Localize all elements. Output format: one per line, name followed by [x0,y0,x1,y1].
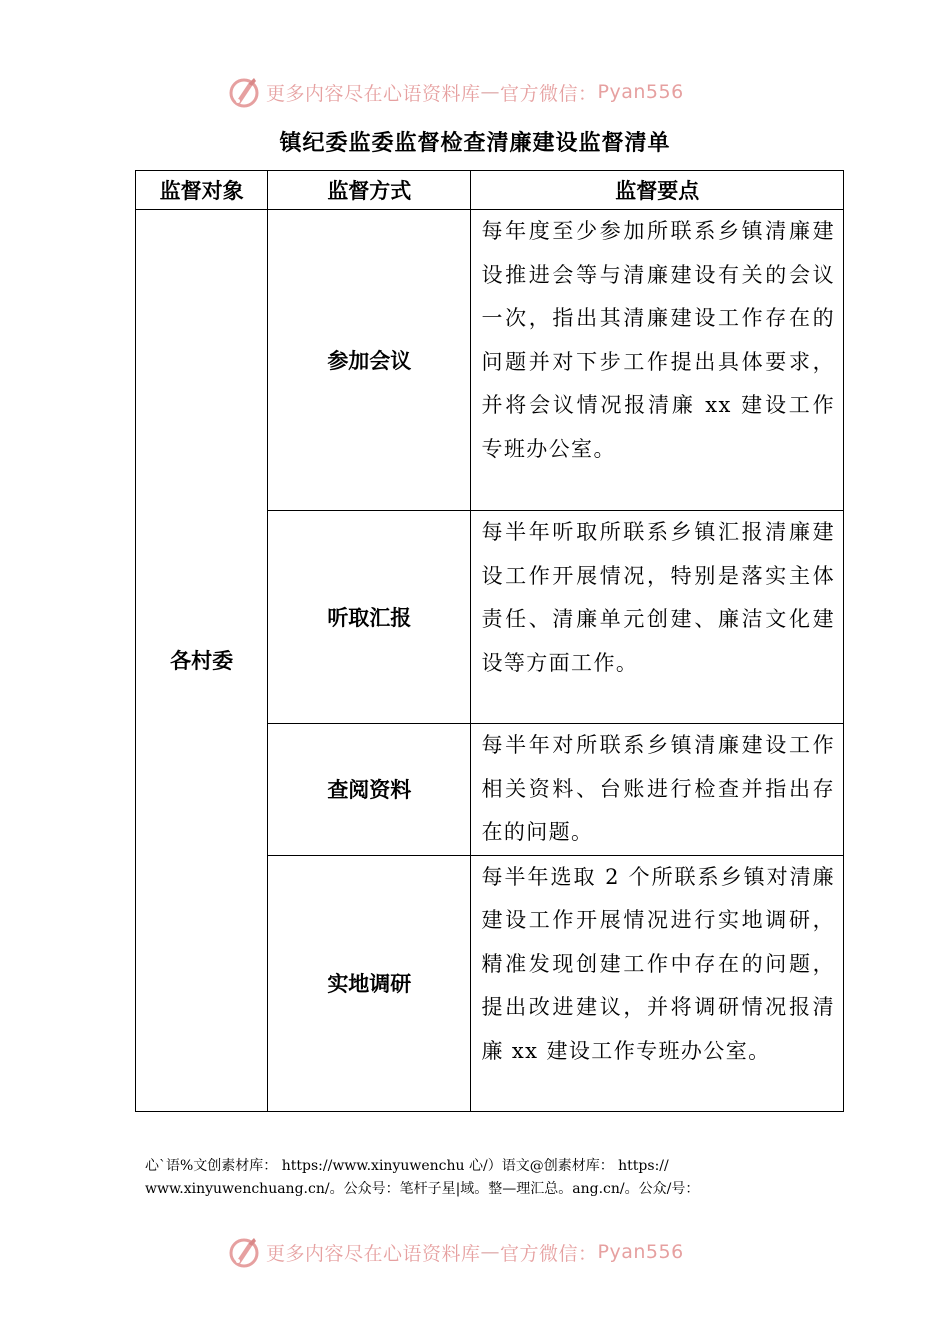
document-title: 镇纪委监委监督检查清廉建设监督清单 [279,130,671,156]
object-cell: 各村委 [136,210,268,1112]
footer-line-1: 心`语%文创素材库： https://www.xinyuwenchu 心/）语文@创素材库： https:// [145,1158,669,1174]
watermark-channel: 官方微信： [500,82,598,105]
supervision-table [135,170,844,1112]
watermark-account: Pyan556 [597,1241,684,1263]
points-cell: 每半年听取所联系乡镇汇报清廉建设工作开展情况，特别是落实主体责任、清廉单元创建、廉洁文化建设等方面工作。 [471,511,844,724]
watermark-bottom [226,1234,684,1270]
header-object: 监督对象 [136,171,268,210]
method-cell: 听取汇报 [268,511,471,724]
watermark-channel: 官方微信： [500,1242,598,1265]
watermark-main-text: 更多内容尽在心语资料库 [266,82,481,105]
header-points: 监督要点 [471,171,844,210]
method-cell: 参加会议 [268,210,471,511]
points-cell: 每年度至少参加所联系乡镇清廉建设推进会等与清廉建设有关的会议一次，指出其清廉建设工作存在的问题并对下步工作提出具体要求，并将会议情况报清廉 xx 建设工作专班办公室。 [471,210,844,511]
method-cell: 查阅资料 [268,724,471,856]
watermark-separator: — [480,81,501,103]
table-row [136,210,844,511]
footer-line-2: www.xinyuwenchuang.cn/。公众号：笔杆子星|域。整—理汇总。ang.cn/。公众/号： [145,1181,700,1197]
points-cell: 每半年选取 2 个所联系乡镇对清廉建设工作开展情况进行实地调研，精准发现创建工作中存在的问题，提出改进建议，并将调研情况报清廉 xx 建设工作专班办公室。 [471,855,844,1111]
watermark-main-text: 更多内容尽在心语资料库 [266,1242,481,1265]
footer-note [145,1155,825,1201]
table-header-row [136,171,844,210]
points-cell: 每半年对所联系乡镇清廉建设工作相关资料、台账进行检查并指出存在的问题。 [471,724,844,856]
method-cell: 实地调研 [268,855,471,1111]
watermark-account: Pyan556 [597,81,684,103]
pen-logo-icon [226,1234,262,1270]
header-method: 监督方式 [268,171,471,210]
watermark-separator: — [480,1241,501,1263]
pen-logo-icon [226,74,262,110]
watermark-top [226,74,684,110]
